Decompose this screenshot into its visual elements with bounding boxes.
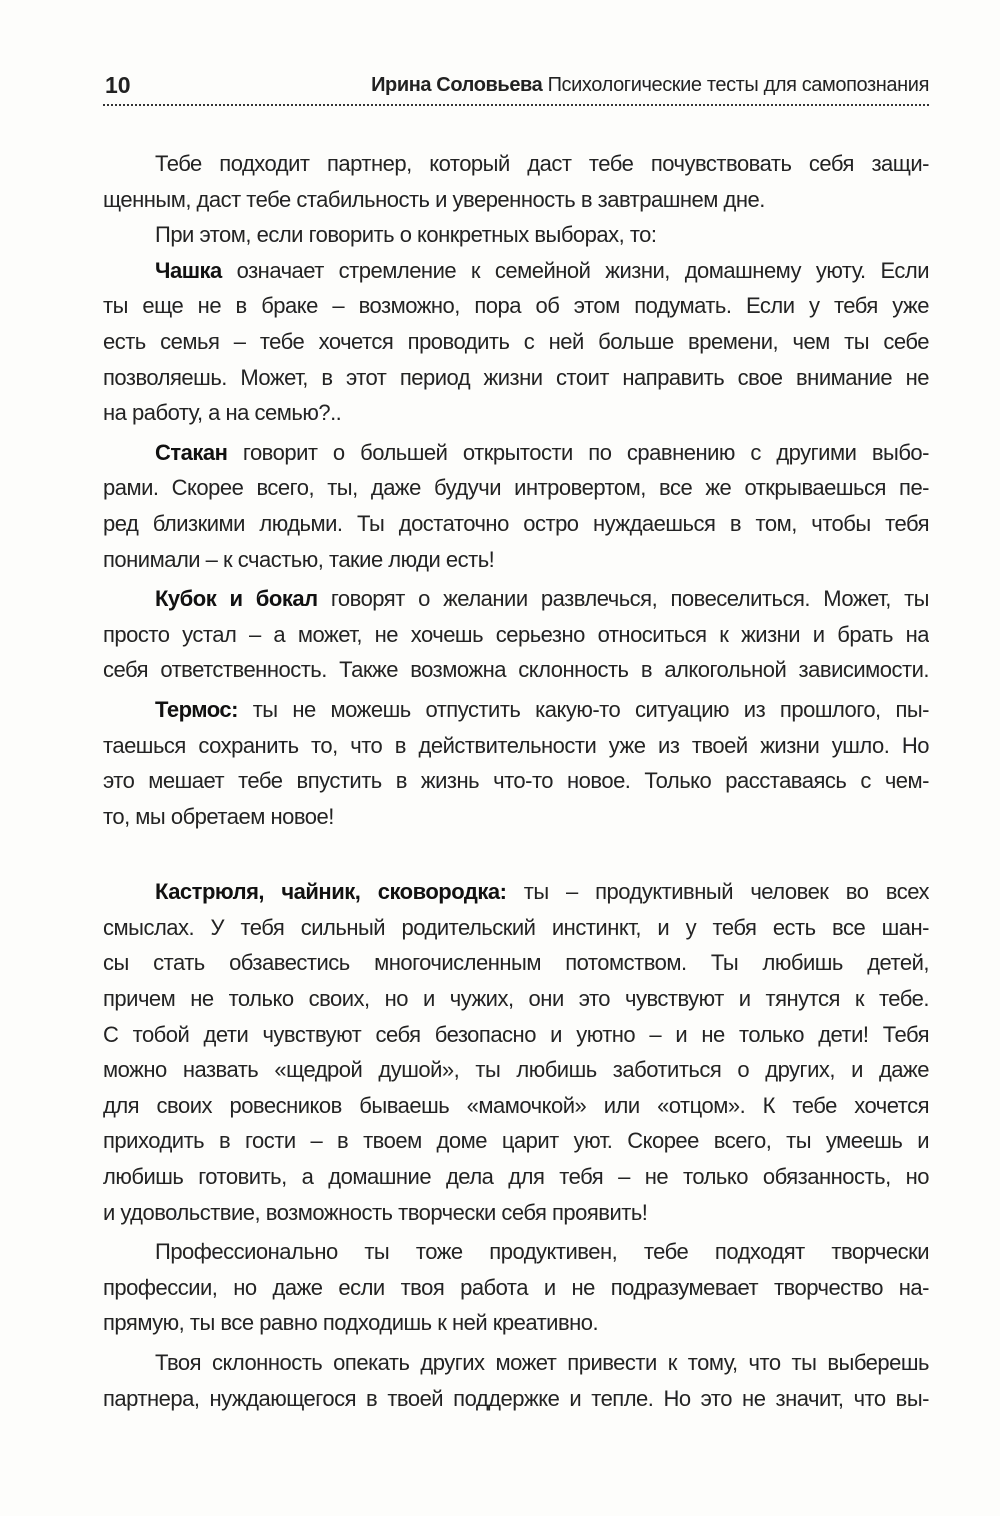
- term-heading: Кастрюля, чайник, сковородка:: [155, 879, 507, 905]
- paragraph-first-line: [103, 435, 929, 471]
- text-line: прямую, ты все равно подходишь к ней креативно.: [103, 1310, 599, 1336]
- text-line: При этом, если говорить о конкретных выборах, то:: [155, 222, 657, 248]
- text-line: Твоя склонность опекать других может привести к тому, что ты выберешь: [155, 1350, 929, 1375]
- term-heading: Стакан: [155, 439, 228, 465]
- paragraph-first-line: [103, 874, 929, 910]
- text-run: ты не можешь отпустить какую-то ситуацию из прошлого, пы-: [237, 696, 929, 722]
- text-line: приходить в гости – в твоем доме царит уют. Скорее всего, ты умеешь и: [103, 1128, 929, 1154]
- text-line: сы стать обзавестись многочисленным потомством. Ты любишь детей,: [103, 950, 929, 976]
- text-line: таешься сохранить то, что в действительности уже из твоей жизни ушло. Но: [103, 732, 929, 758]
- text-line: причем не только своих, но и чужих, они это чувствуют и тянутся к тебе.: [103, 986, 929, 1012]
- book-title: Психологические тесты для самопознания: [547, 74, 929, 96]
- text-line: позволяешь. Может, в этот период жизни стоит направить свое внимание не: [103, 364, 929, 390]
- running-head: [371, 74, 929, 97]
- text-run: говорит о большей открытости по сравнению с другими выбо-: [227, 439, 929, 465]
- paragraph-first-line: [103, 692, 929, 728]
- term-heading: Чашка: [155, 257, 222, 283]
- paragraph-first-line: [103, 581, 929, 617]
- term-heading: Термос:: [155, 696, 238, 722]
- text-line: то, мы обретаем новое!: [103, 803, 334, 829]
- text-run: говорят о желании развлечься, повеселиться. Может, ты: [317, 586, 929, 612]
- text-line: партнера, нуждающегося в твоей поддержке и тепле. Но это не значит, что вы-: [103, 1385, 929, 1411]
- term-heading: Кубок и бокал: [155, 586, 318, 612]
- author-name: Ирина Соловьева: [371, 74, 543, 96]
- text-line: смыслах. У тебя сильный родительский инстинкт, и у тебя есть все шан-: [103, 914, 929, 940]
- text-line: есть семья – тебе хочется проводить с ней больше времени, чем ты себе: [103, 328, 929, 354]
- text-line: Тебе подходит партнер, который даст тебе почувствовать себя защи-: [155, 151, 929, 176]
- text-line: понимали – к счастью, такие люди есть!: [103, 546, 495, 572]
- text-line: для своих ровесников бываешь «мамочкой» или «отцом». К тебе хочется: [103, 1092, 929, 1118]
- text-line: это мешает тебе впустить в жизнь что-то новое. Только расставаясь с чем-: [103, 768, 929, 794]
- text-line: Профессионально ты тоже продуктивен, тебе подходят творчески: [155, 1239, 929, 1265]
- page-number: 10: [105, 72, 131, 98]
- text-run: означает стремление к семейной жизни, домашнему уюту. Если: [221, 257, 929, 283]
- text-line: профессии, но даже если твоя работа и не подразумевает творчество на-: [103, 1274, 929, 1300]
- text-line: просто устал – а может, не хочешь серьезно относиться к жизни и брать на: [103, 621, 929, 647]
- text-line: С тобой дети чувствуют себя безопасно и уютно – и не только дети! Тебя: [103, 1021, 929, 1047]
- text-line: и удовольствие, возможность творчески себя проявить!: [103, 1199, 648, 1225]
- page-header: [103, 68, 929, 106]
- text-line: рами. Скорее всего, ты, даже будучи интровертом, все же открываешься пе-: [103, 475, 929, 501]
- text-line: ред близкими людьми. Ты достаточно остро нуждаешься в том, чтобы тебя: [103, 510, 929, 536]
- text-line: щенным, даст тебе стабильность и уверенность в завтрашнем дне.: [103, 186, 765, 212]
- text-line: любишь готовить, а домашние дела для тебя – не только обязанность, но: [103, 1164, 929, 1190]
- text-line: можно назвать «щедрой душой», ты любишь заботиться о других, и даже: [103, 1057, 929, 1083]
- text-run: ты – продуктивный человек во всех: [506, 879, 929, 905]
- body-text: [103, 146, 929, 1416]
- text-line: ты еще не в браке – возможно, пора об этом подумать. Если у тебя уже: [103, 293, 929, 319]
- paragraph-first-line: [103, 253, 929, 289]
- text-line: себя ответственность. Также возможна склонность в алкогольной зависимости.: [103, 657, 929, 683]
- text-line: на работу, а на семью?..: [103, 400, 342, 426]
